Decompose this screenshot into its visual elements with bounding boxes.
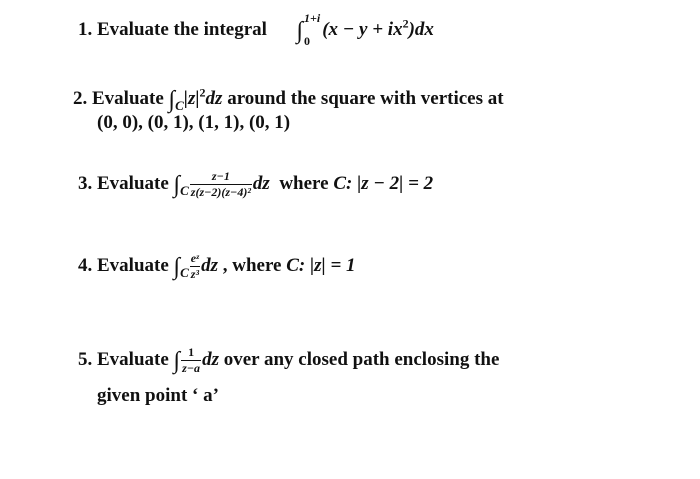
question-3 [78, 170, 433, 199]
question-1 [78, 11, 434, 48]
q4-denominator: z³ [190, 267, 200, 282]
integral-sign: ∫ [173, 172, 181, 199]
q1-exponent: 2 [402, 16, 409, 31]
integral-sign: ∫ [173, 254, 181, 281]
integral-sign: ∫ [296, 18, 304, 44]
q1-upper-limit: 1+i [304, 11, 321, 26]
q3-numerator: z−1 [211, 169, 230, 183]
question-2-line-2 [97, 113, 290, 132]
q5-numerator: 1 [188, 345, 195, 359]
question-2 [73, 85, 504, 113]
q5-fraction [181, 346, 201, 375]
q4-fraction [190, 252, 200, 281]
q3-differential: dz [252, 173, 270, 195]
q3-lead: 3. Evaluate [78, 173, 169, 195]
q5-differential: dz [202, 349, 219, 371]
q3-contour: C [180, 183, 189, 199]
q4-numerator: eᶻ [190, 251, 200, 265]
q2-tail: around the square with vertices at [227, 88, 504, 109]
integral-sign: ∫ [173, 348, 181, 375]
q1-limits [304, 11, 321, 48]
q4-condition: C: |z| = 1 [286, 255, 356, 277]
q4-contour: C [180, 265, 189, 281]
q1-differential: )dx [408, 19, 434, 40]
question-4 [78, 252, 356, 281]
integral-sign: ∫ [168, 87, 176, 113]
question-5 [78, 346, 499, 375]
q5-lead: 5. Evaluate [78, 349, 169, 371]
q3-fraction [190, 170, 252, 199]
q2-contour: C [175, 98, 184, 113]
q3-condition: C: |z − 2| = 2 [333, 173, 434, 195]
q2-lead: 2. Evaluate [73, 88, 164, 109]
q2-differential: dz [205, 88, 223, 109]
q1-integrand: (x − y + ix [322, 19, 403, 40]
q2-vertices: (0, 0), (0, 1), (1, 1), (0, 1) [97, 112, 291, 133]
q1-label: 1. Evaluate the integral [78, 19, 267, 40]
q4-differential: dz [201, 255, 218, 277]
q1-lower-limit: 0 [304, 33, 311, 48]
q5-tail: over any closed path enclosing the [223, 349, 500, 371]
q3-where: where [279, 173, 329, 195]
q5-line2: given point ‘ a’ [97, 385, 219, 406]
q5-denominator: z−a [182, 361, 201, 376]
q3-denominator: z(z−2)(z−4)² [190, 185, 251, 200]
q2-exponent: 2 [199, 85, 206, 100]
q4-lead: 4. Evaluate [78, 255, 169, 277]
q2-modulus: |z| [183, 88, 200, 109]
q4-where: , where [222, 255, 282, 277]
question-5-line-2 [97, 386, 219, 405]
